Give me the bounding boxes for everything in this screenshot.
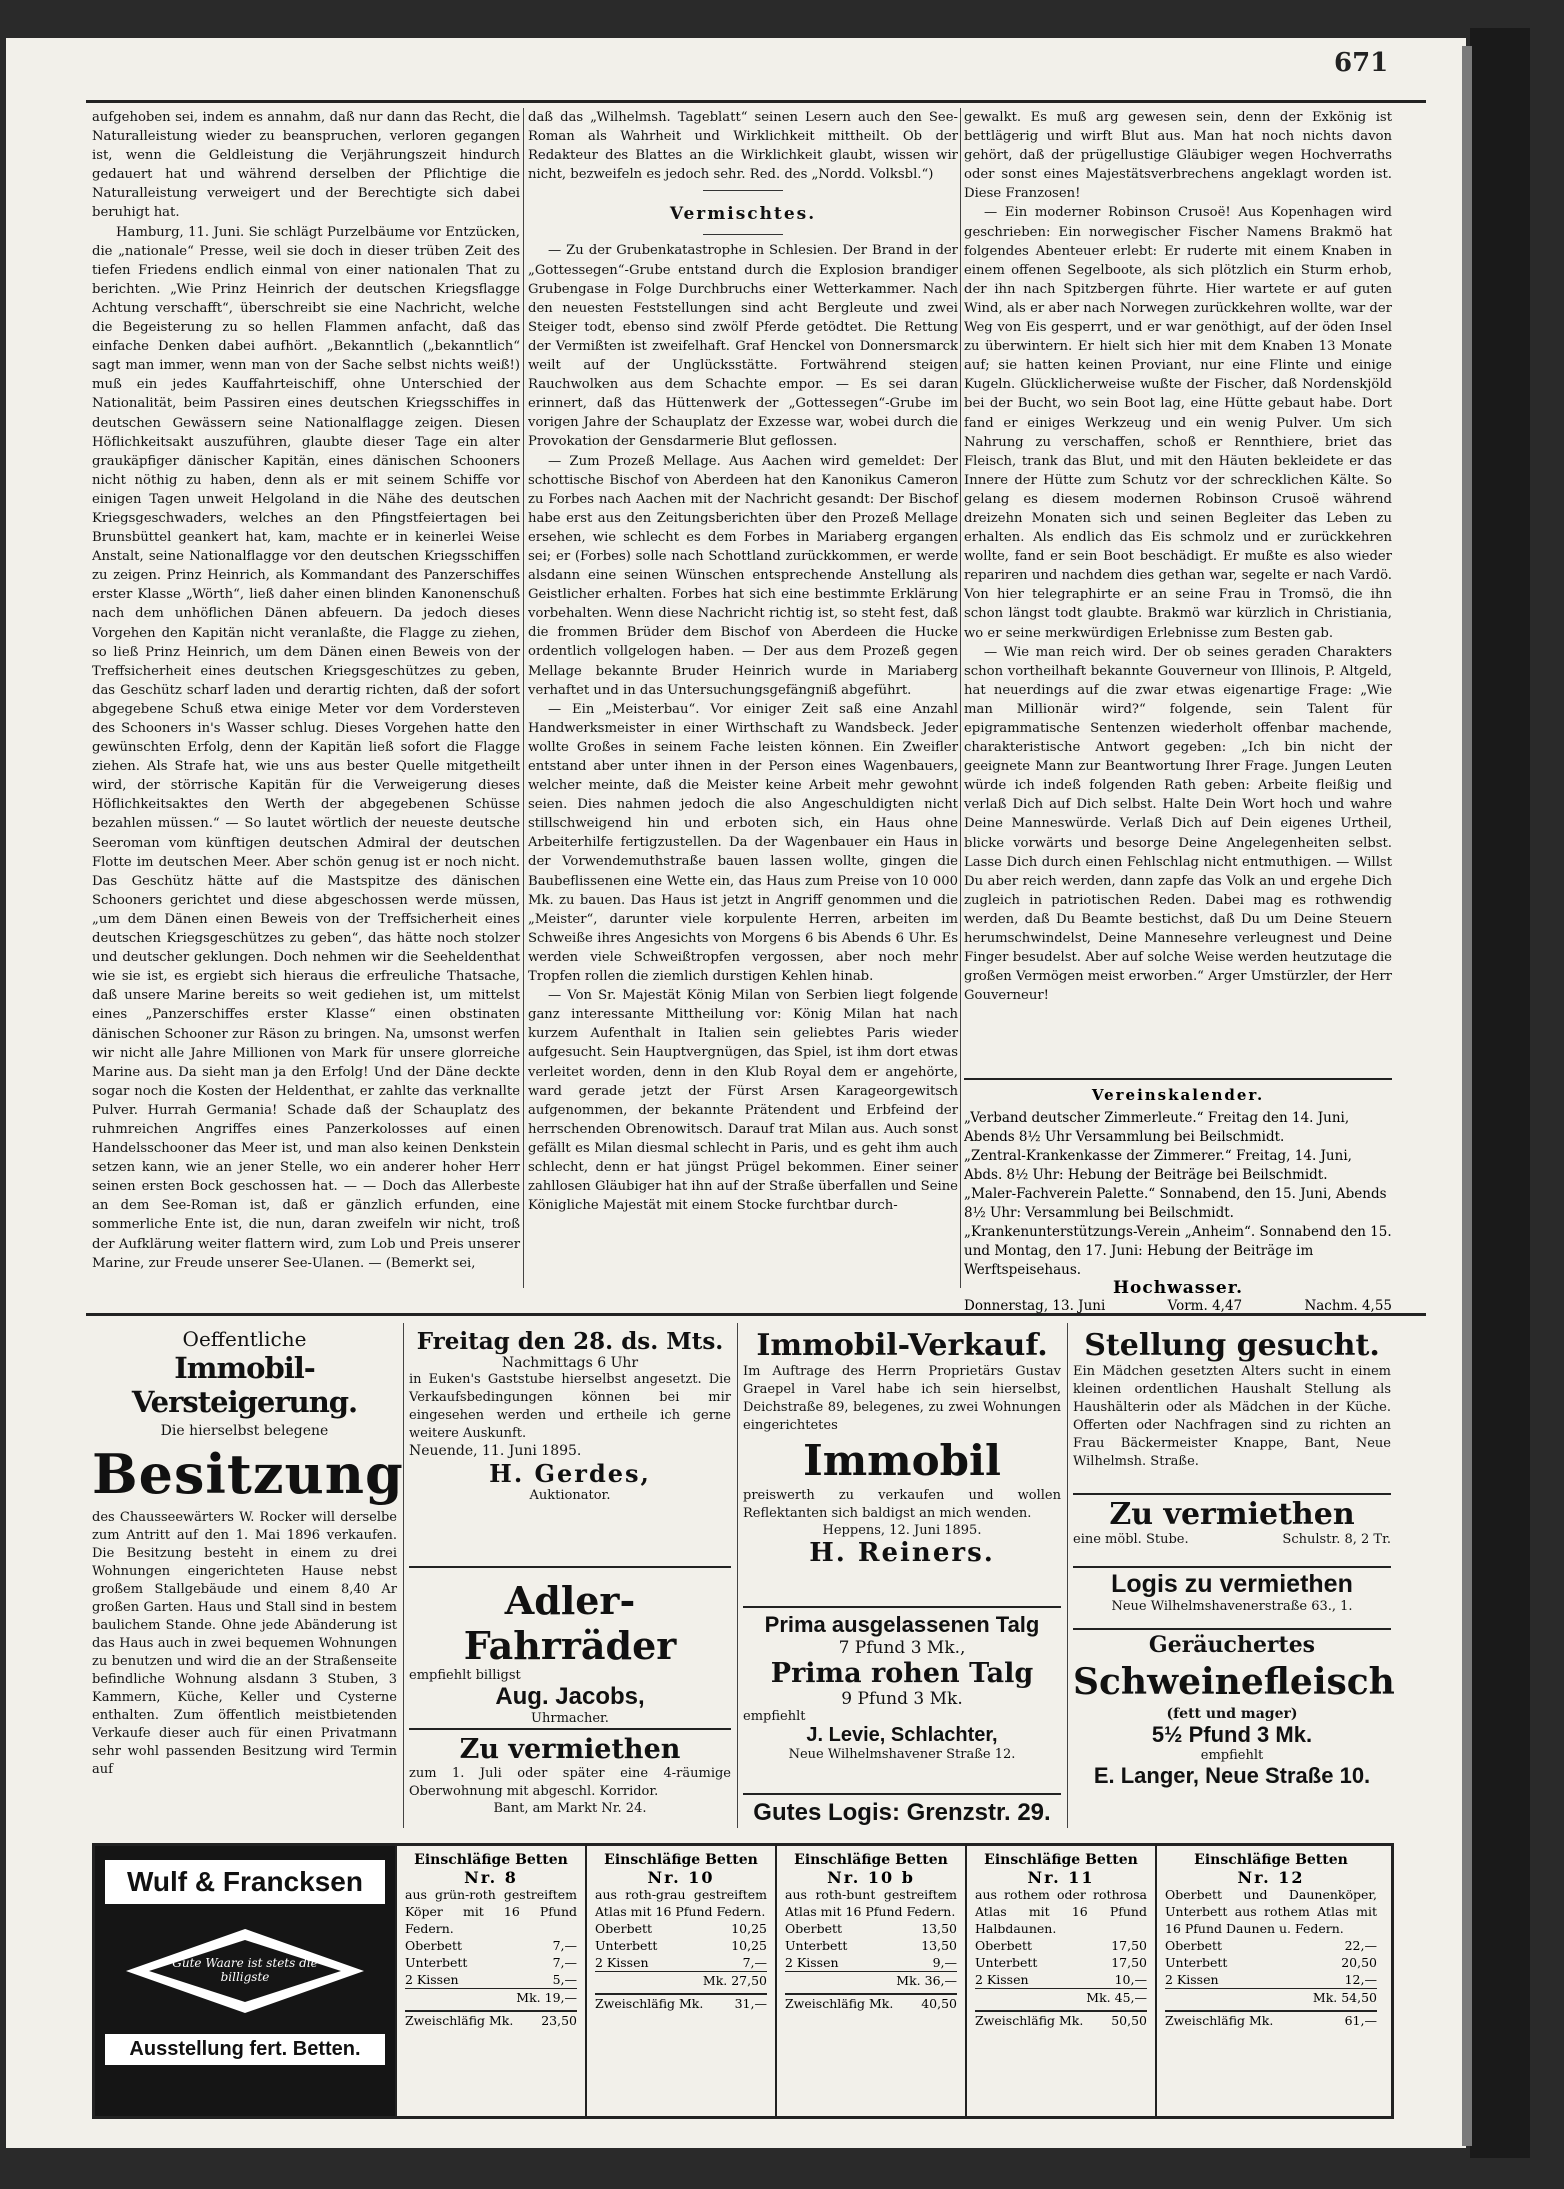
item-price: 13,50 [921,1938,957,1953]
double-label: Zweischläfig Mk. [405,2013,514,2028]
paragraph: daß das „Wilhelmsh. Tageblatt“ seinen Lesern auch den See-Roman als Wahrheit und Wirklichkeit mittheilt. Ob der Redakteur des Blattes an die Wirklichkeit glaubt, wissen wir nicht, bezweifeln es jedoch sehr. Red. des „Nordd. Volksbl.“) [528,110,958,183]
item-label: Unterbett [785,1938,848,1953]
column-rule [523,108,524,1288]
top-rule [86,100,1426,103]
article-column-3 [964,108,1392,1088]
offer-title: Einschläfige Betten [984,1852,1138,1868]
page-edge-shadow [1462,46,1472,2146]
item-label: 2 Kissen [1165,1972,1219,1987]
high-water-afternoon: Nachm. 4,55 [1304,1298,1392,1314]
ad-pretitle: Geräuchertes [1148,1632,1316,1658]
double-label: Zweischläfig Mk. [595,1996,704,2011]
ad-body: des Chausseewärters W. Rocker will derselbe zum Antritt auf den 1. Mai 1896 verkaufen. Die Besitzung besteht in einem zu drei Wohnungen eingerichteten Hause nebst großem Stallgebäude und einem 8,40 Ar großen Garten. Haus und Stall sind in bestem baulichem Stande. Ohne jede Abänderung ist das Haus auch in zwei bequemen Wohnungen zu benutzen und wird die an der Straßenseite befindliche Wohnung alsdann 3 Stuben, 3 Kammern, Küche, Keller und Cysterne enthalten. Zum öffentlich meistbietenden Verkaufe dieser auch für einen Privatmann sehr wohl passenden Besitzung wird Termin auf [92,1510,397,1777]
double-price: 40,50 [921,1996,957,2011]
ad-big-word: Besitzung [92,1442,404,1506]
bed-offer-nr-10 [585,1846,775,2116]
double-price: 31,— [734,1996,767,2011]
item-label: Oberbett [785,1921,843,1936]
calendar-item: „Verband deutscher Zimmerleute.“ Freitag den 14. Juni, Abends 8½ Uhr Versammlung bei Beilschmidt. [964,1110,1350,1145]
ad-subtitle: Die hierselbst belegene [160,1423,329,1439]
ad-title: Immobil-Verkauf. [756,1328,1048,1363]
item-label: Oberbett [595,1921,653,1936]
article-column-2 [528,108,958,1283]
ad-property-sale [743,1328,1061,1598]
separator [703,190,783,191]
offer-number: Nr. 10 b [827,1868,915,1887]
double-price: 23,50 [541,2013,577,2028]
item-price: 9,— [932,1955,957,1970]
double-label: Zweischläfig Mk. [975,2013,1084,2028]
ad-title: Zu vermiethen [1109,1497,1355,1532]
ad-signature: H. Gerdes, [489,1459,651,1488]
item-label: 2 Kissen [975,1972,1029,1987]
ad-title: Freitag den 28. ds. Mts. [416,1328,724,1355]
item-label: 2 Kissen [405,1972,459,1987]
offer-title: Einschläfige Betten [1194,1852,1348,1868]
page-number: 671 [1334,48,1389,78]
offer-title: Einschläfige Betten [604,1852,758,1868]
separator [703,234,783,235]
diamond-logo-icon [125,1926,365,2016]
ad-body: Im Auftrage des Herrn Proprietärs Gustav Graepel in Varel habe ich sein hierselbst, Deichstraße 89, belegenes, zu zwei Wohnungen eingerichtetes [743,1364,1061,1433]
item-label: Unterbett [1165,1955,1228,1970]
ad-body: preiswerth zu verkaufen und wollen Reflektanten sich baldigst an mich wenden. [743,1488,1061,1521]
ad-role: Auktionator. [529,1488,611,1503]
ad-address: Neue Wilhelmshavenerstraße 63., 1. [1111,1599,1353,1614]
ads-top-rule [86,1313,1426,1316]
ad-title: Immobil-Versteigerung. [131,1351,358,1419]
ad-beds-banner [92,1843,1394,2119]
ad-title: Stellung gesucht. [1084,1328,1380,1363]
ad-left: eine möbl. Stube. [1073,1532,1189,1547]
ad-price: 9 Pfund 3 Mk. [841,1689,963,1709]
item-price: 7,— [552,1938,577,1953]
item-price: 7,— [742,1955,767,1970]
bed-offer-nr-10b [775,1846,965,2116]
ad-body: in Euken's Gaststube hierselbst angesetzt. Die Verkaufsbedingungen können bei mir eingesehen werden und ertheile ich gerne weitere Auskunft. [409,1372,731,1441]
offer-number: Nr. 8 [464,1868,518,1887]
offer-number: Nr. 12 [1237,1868,1305,1887]
ad-title: Zu vermiethen [459,1734,681,1765]
article-column-1 [92,108,520,1283]
item-label: Oberbett [405,1938,463,1953]
ad-body: Ein Mädchen gesetzten Alters sucht in einem kleinen ordentlichen Haushalt Stellung als Haushälterin oder als Mädchen in der Küche. Offerten oder Nachfragen sind zu richten an Frau Bäckermeister Knappe, Bant, Neue Wilhelmsh. Straße. [1073,1364,1391,1469]
offer-desc: aus grün-roth gestreiftem Köper mit 16 Pfund Federn. [405,1887,577,1936]
item-price: 12,— [1344,1972,1377,1987]
newspaper-page [6,38,1466,2148]
ad-lodging [743,1793,1061,1833]
book-binding-edge [1470,28,1530,2158]
ad-price: 5½ Pfund 3 Mk. [1151,1722,1313,1747]
paragraph: — Wie man reich wird. Der ob seines geraden Charakters schon vortheilhaft bekannte Gouverneur von Illinois, P. Altgeld, hat neuerdings auf die zwar etwas eigenartige Frage: „Wie man Millionär wird?“ folgende, sein Talent für epigrammatische Sentenzen wiederholt offenbar machende, charakteristische Antwort gegeben: „Ich bin nicht der geeignete Mann zur Beantwortung Ihrer Frage. Jungen Leuten würde ich indeß folgenden Rath geben: Arbeite fleißig und verlaß Dich auf Dich selbst. Halte Dein Wort hoch und wahre Deine Manneswürde. Verlaß Dich auf Dein eigenes Urtheil, blicke vorwärts und besorge Deine Angelegenheiten selbst. Lasse Dich durch einen Fehlschlag nicht entmuthigen. — Willst Du aber reich werden, dann zapfe das Volk an und ergehe Dich zugleich in patriotischen Reden. Dabei mag es rothwendig werden, daß Du Beamte bestichst, daß Du um Deine Steuern herumschwindelst, Deine Mannesehre verleugnest und Deine Finger besudelst. Aber auf solche Weise werden heutzutage die großen Vermögen meist erworben.“ Arger Umstürzler, der Herr Gouverneur! [964,644,1392,1004]
ad-big-word: Immobil [803,1436,1001,1485]
ad-bicycles [409,1566,731,1726]
calendar-item: „Maler-Fachverein Palette.“ Sonnabend, den 15. Juni, Abends 8½ Uhr: Versammlung bei Beilschmidt. [964,1186,1387,1221]
ad-place-date: Neuende, 11. Juni 1895. [409,1443,582,1459]
ad-right: Schulstr. 8, 2 Tr. [1282,1532,1391,1547]
item-price: 10,— [1114,1972,1147,1987]
offer-total: Mk. 36,— [785,1971,957,1989]
offer-number: Nr. 10 [647,1868,715,1887]
high-water-table [964,1278,1392,1314]
ad-property-auction [92,1323,404,1828]
offer-desc: aus roth-grau gestreiftem Atlas mit 16 Pfund Federn. [595,1887,767,1919]
paragraph: aufgehoben sei, indem es annahm, daß nur dann das Recht, die Naturalleistung wieder zu beanspruchen, verloren gegangen ist, wenn die Geldleistung die Verjährungszeit hindurch gedauert hat und während derselben der Pflichtige die Naturalleistung verweigert und der Berechtigte sich dabei beruhigt hat. [92,110,520,221]
item-label: Oberbett [1165,1938,1223,1953]
item-price: 17,50 [1111,1938,1147,1953]
paragraph: — Zum Prozeß Mellage. Aus Aachen wird gemeldet: Der schottische Bischof von Aberdeen hat den Kanonikus Cameron zu Forbes nach Aachen mit der Nachricht gesandt: Der Bischof habe erst aus den Zeitungsberichten über den Prozeß Mellage ersehen, wie schlecht es dem Forbes in Mariaberg ergangen sei; er (Forbes) solle nach Schottland zurückkommen, er werde alsdann eine seinen Wünschen entsprechende Anstellung als Geistlicher erhalten. Forbes hat sich eine bestimmte Erklärung vorbehalten. Wenn diese Nachricht richtig ist, so steht fest, daß die frommen Brüder dem Bischof von Aberdeen die Hucke ordentlich vollgelogen haben. — Der aus dem Prozeß gegen Mellage bekannte Bruder Heinrich wurde in Mariaberg verhaftet und in das Untersuchungsgefängniß abgeführt. [528,453,958,698]
double-price: 61,— [1344,2013,1377,2028]
item-label: 2 Kissen [595,1955,649,1970]
bed-offer-nr-11 [965,1846,1155,2116]
item-price: 10,25 [731,1921,767,1936]
calendar-item: „Zentral-Krankenkasse der Zimmerer.“ Freitag, 14. Juni, Abds. 8½ Uhr: Hebung der Beiträge bei Beilschmidt. [964,1148,1352,1183]
paragraph: — Zu der Grubenkatastrophe in Schlesien. Der Brand in der „Gottessegen“-Grube entstand durch die Explosion brandiger Grubengase in Folge Durchbruchs einer Wetterkammer. Nach den neuesten Feststellungen sind acht Bergleute und zwei Steiger todt, ebenso sind zwölf Pferde getödtet. Die Rettung der Vermißten ist zweifelhaft. Graf Henckel von Donnersmarck weilt auf der Unglücksstätte. Fortwährend steigen Rauchwolken aus dem Schachte empor. — Es sei daran erinnert, daß das Hüttenwerk der „Gottessegen“-Grube im vorigen Jahre der Schauplatz der Exzesse war, wobei durch die Provokation der Gensdarmerie Blut geflossen. [528,243,958,450]
offer-number: Nr. 11 [1027,1868,1095,1887]
brand-name: Wulf & Francksen [105,1860,385,1904]
club-calendar [964,1078,1392,1280]
item-price: 5,— [552,1972,577,1987]
offer-total: Mk. 27,50 [595,1971,767,1989]
column-rule [960,108,961,1288]
item-label: 2 Kissen [785,1955,839,1970]
item-label: Unterbett [595,1938,658,1953]
ad-subtitle: empfiehlt [1200,1748,1264,1763]
ad-signature: H. Reiners. [809,1538,995,1568]
ad-title: Logis zu vermiethen [1111,1570,1353,1598]
ad-rule [403,1323,404,1828]
item-price: 22,— [1344,1938,1377,1953]
bed-offer-nr-12 [1155,1846,1385,2116]
ad-title: Adler-Fahrräder [463,1578,677,1668]
high-water-title: Hochwasser. [1112,1278,1244,1298]
item-label: Unterbett [405,1955,468,1970]
ad-subtitle: (fett und mager) [1166,1706,1298,1722]
ad-place-date: Heppens, 12. Juni 1895. [822,1523,982,1538]
ad-role: Uhrmacher. [531,1711,609,1726]
item-label: Oberbett [975,1938,1033,1953]
offer-desc: aus rothem oder rothrosa Atlas mit 16 Pfund Halbdaunen. [975,1887,1147,1936]
ad-address: Neue Wilhelmshavener Straße 12. [788,1747,1016,1762]
ad-pretitle: Oeffentliche [182,1327,307,1351]
ad-rule [737,1323,738,1828]
double-price: 50,50 [1111,2013,1147,2028]
offer-desc: Oberbett und Daunenköper, Unterbett aus rothem Atlas mit 16 Pfund Daunen u. Federn. [1165,1887,1377,1936]
ad-text: Gutes Logis: Grenzstr. 29. [753,1799,1051,1826]
paragraph: — Ein moderner Robinson Crusoë! Aus Kopenhagen wird geschrieben: Ein norwegischer Fischer Namens Brakmö hat folgendes Abenteuer erlebt: Er ruderte mit einem Knaben in einem offenen Segelboote, als sich plötzlich ein Sturm erhob, der ihn nach Spitzbergen führte. Hier wartete er auf guten Wind, als er aber nach Norwegen zurückkehren wollte, war der Weg von Eis gesperrt, und er war genöthigt, auf der öden Insel zu überwintern. Er hielt sich hier mit dem Knaben 13 Monate auf; sie hatten keinen Proviant, nur eine Flinte und einige Kugeln. Glücklicherweise wußte der Fischer, daß Nordenskjöld bei der Bucht, wo sein Boot lag, eine Hütte gebaut habe. Dort fand er einiges Werkzeug und ein wenig Pulver. Um sich Nahrung zu verschaffen, schoß er Rennthiere, briet das Fleisch, trank das Blut, und mit den Häuten bekleidete er das Innere der Hütte zum Schutz vor der schrecklichen Kälte. So gelang es diesem modernen Robinson Crusoë während dreizehn Monaten sich und seinen Begleiter das Leben zu erhalten. Als endlich das Eis schmolz und er zurückkehren wollte, fand er sein Boot beschädigt. Er mußte es also wieder repariren und nachdem dies gethan war, segelte er nach Vardö. Von hier telegraphirte er an seine Frau in Tromsö, die ihn schon längst todt glaubte. Brakmö war kürzlich in Christiania, wo er seine merkwürdigen Erlebnisse zum Besten gab. [964,205,1392,641]
ad-tallow [743,1606,1061,1788]
offer-total: Mk. 45,— [975,1988,1147,2006]
item-price: 10,25 [731,1938,767,1953]
paragraph: — Von Sr. Majestät König Milan von Serbien liegt folgende ganz interessante Mittheilung vor: König Milan hat nach kurzem Aufenthalt in Italien sein geliebtes Paris wieder aufgesucht. Sein Hauptvergnügen, das Spiel, ist ihm dort etwas verleitet worden, denn in den Klub Royal dem er angehörte, ward gerade jetzt der Fürst Arsen Karageorgewitsch aufgenommen, der bekannte Prätendent und Erbfeind der herrschenden Obrenowitsch. Darauf trat Milan aus. Auch sonst gefällt es Milan diesmal schlecht in Paris, und es geht ihm auch schlecht, denn er hat jüngst Prügel bekommen. Einer seiner zahllosen Gläubiger hat ihn auf der Straße überfallen und Seine Königliche Majestät mit einem Stocke furchtbar durch- [528,988,958,1214]
ad-big-word: Schweinefleisch [1073,1661,1395,1703]
brand-slogan: Gute Waare ist stets die billigste [172,1956,318,1984]
ad-line: Prima rohen Talg [770,1658,1034,1689]
offer-title: Einschläfige Betten [794,1852,948,1868]
item-price: 17,50 [1111,1955,1147,1970]
paragraph: — Ein „Meisterbau“. Vor einiger Zeit saß eine Anzahl Handwerksmeister in einer Wirthschaft zu Wandsbeck. Jeder wollte Großes in seinem Fache leisten können. Ein Zweifler entstand aber unter ihnen in der Person eines Wagenbauers, welcher meinte, daß die Meister keine Arbeit mehr gewohnt seien. Dies nahmen jedoch die also Angeschuldigten nicht stillschweigend hin und erboten sich, ein Haus ohne Arbeiterhilfe fertigzustellen. Da der Wagenbauer ein Haus in der Vorwendemuthstraße bauen lassen wollte, gingen die Baubeflissenen eine Wette ein, das Haus zum Preise von 10 000 Mk. zu bauen. Das Haus ist jetzt in Angriff genommen und die „Meister“, darunter viele korpulente Herren, arbeiten im Schweiße ihres Angesichts von Morgens 6 bis Abends 6 Uhr. Es werden viele Schweißtropfen vergossen, aber noch mehr Tropfen rollen die ziemlich durstigen Kehlen hinab. [528,701,958,985]
offer-total: Mk. 54,50 [1165,1988,1377,2006]
ad-place: Bant, am Markt Nr. 24. [493,1801,647,1816]
ad-line: Prima ausgelassenen Talg [764,1612,1040,1637]
club-calendar-title: Vereinskalender. [1091,1086,1265,1104]
high-water-day: Donnerstag, 13. Juni [964,1298,1106,1314]
double-label: Zweischläfig Mk. [785,1996,894,2011]
ad-name: E. Langer, Neue Straße 10. [1093,1763,1371,1788]
ad-rule [1067,1323,1068,1828]
ad-time: Nachmittags 6 Uhr [501,1355,639,1371]
ad-price: 7 Pfund 3 Mk., [838,1638,966,1658]
brand-logo-block [95,1846,395,2116]
brand-tagline: Ausstellung fert. Betten. [105,2034,385,2065]
ad-smoked-pork [1073,1628,1395,1833]
ad-body: zum 1. Juli oder später eine 4-räumige Oberwohnung mit abgeschl. Korridor. [409,1766,731,1799]
bed-offer-nr-8 [395,1846,585,2116]
ad-rent-lodging [1073,1566,1391,1626]
section-heading: Vermischtes. [669,204,817,225]
item-label: Unterbett [975,1955,1038,1970]
paragraph: gewalkt. Es muß arg gewesen sein, denn der Exkönig ist bettlägerig und wirft Blut aus. Man hat noch nichts davon gehört, daß der prügellustige Gläubiger wegen Hochverraths oder sonst eines Majestätsverbrechens angeklagt worden ist. Diese Franzosen! [964,110,1392,202]
paragraph: Hamburg, 11. Juni. Sie schlägt Purzelbäume vor Entzücken, die „nationale“ Presse, weil sie doch in dieser trüben Zeit des tiefen Friedens endlich einmal von einer nationalen That zu berichten. „Wie Prinz Heinrich der deutschen Kriegsflagge Achtung verschafft“, überschreibt sie eine Nachricht, welche die Begeisterung zu so hellen Flammen anfacht, daß das einfache Denken dabei aufhört. „Bekanntlich („bekanntlich“ sagt man immer, wenn man von der Sache selbst nichts weiß!) muß ein jedes Kauffahrteischiff, ohne Unterschied der Nationalität, beim Passiren eines deutschen Kriegsschiffes in deutschen Gewässern seine Nationalflagge zeigen. Diesen Höflichkeitsakt auszuführen, glaubte dieser Tage ein alter graukäpfiger dänischer Kapitän, eines dänischen Schooners nicht nöthig zu haben, denn als er mit seinem Schiffe vor einigen Tagen unweit Helgoland in die Nähe des deutschen Kriegsgeschwaders, welches an den Pfingstfeiertagen bei Brunsbüttel geankert hat, kam, machte er in keinerlei Weise Anstalt, seine Nationalflagge vor den deutschen Kriegsschiffen zu zeigen. Prinz Heinrich, als Kommandant des Panzerschiffes erster Klasse „Wörth“, ließ daher einen blinden Kanonenschuß nach dem unhöflichen Dänen abfeuern. Da jedoch dieses Vorgehen den Kapitän nicht veranlaßte, die Flagge zu ziehen, so ließ Prinz Heinrich, um dem Dänen einen Beweis von der Treffsicherheit eines deutschen Kriegsgeschützes zu geben, das Geschütz scharf laden und derartig richten, daß der sofort abgegebene Schuß etwa einige Meter vor dem Vordersteven des Schooners in's Wasser schlug. Dieses Vorgehen hatte den gewünschten Erfolg, denn der Kapitän ließ sofort die Flagge ziehen. Als Strafe hat, wie uns aus bester Quelle mitgetheilt wird, der störrische Kapitän für die Verweigerung dieses Höflichkeitsaktes den Werth der abgegebenen Schüsse bezahlen müssen.“ — So lautet wörtlich der neueste deutsche Seeroman vom künftigen deutschen Admiral der deutschen Flotte im deutschen Meer. Aber schön genug ist er noch nicht. Das Geschütz hätte auf die Mastspitze des dänischen Schooners gerichtet und diese abgeschossen werde müssen, „um dem Dänen einen Beweis von der Treffsicherheit eines deutschen Kriegsgeschützes zu geben“, das hätte noch stolzer und deutscher geklungen. Doch nehmen wir die Seeheldenthat wie sie ist, es ergiebt sich hieraus die erfreuliche Thatsache, daß unsere Marine bereits so weit gediehen ist, um mittelst eines „Panzerschiffes erster Klasse“ einen obstinaten dänischen Schooner zur Räson zu bringen. Na, umsonst werfen wir nicht alle Jahre Millionen von Mark für unsere glorreiche Marine aus. Da sieht man ja den Erfolg! Und der Däne deckte sogar noch die Kosten der Heldenthat, er zahlte das verknallte Pulver. Hurrah Germania! Schade daß der Schauplatz des ruhmreichen Angriffes eines Panzerkolosses auf einen Handelsschooner das Meer ist, und man also keinen Denkstein setzen kann, wie an jener Stelle, wo ein anderer hoher Herr seinen ersten Bock geschossen hat. — — Doch das Allerbeste an dem See-Roman ist, daß er gänzlich erfunden, eine sommerliche Ente ist, die nun, daran zweifeln wir nicht, troß der Aufklärung weiter flattern wird, zum Lob und Preis unserer Marine, zur Freude unserer See-Ulanen. — (Bemerkt sei, [92,224,520,1271]
calendar-item: „Krankenunterstützungs-Verein „Anheim“. Sonnabend den 15. und Montag, den 17. Juni: Hebung der Beiträge im Werftspeisehaus. [964,1224,1392,1278]
offer-total: Mk. 19,— [405,1988,577,2006]
double-label: Zweischläfig Mk. [1165,2013,1274,2028]
ad-name: Aug. Jacobs, [495,1683,645,1710]
ad-subtitle: empfiehlt [743,1709,806,1724]
ad-auction-date [409,1328,731,1550]
ad-rent-room [1073,1493,1391,1563]
offer-desc: aus roth-bunt gestreiftem Atlas mit 16 Pfund Federn. [785,1887,957,1919]
ad-position-wanted [1073,1328,1391,1488]
item-price: 13,50 [921,1921,957,1936]
offer-title: Einschläfige Betten [414,1852,568,1868]
high-water-morning: Vorm. 4,47 [1167,1298,1243,1314]
item-price: 7,— [552,1955,577,1970]
ad-rent-bant [409,1728,731,1830]
ad-subtitle: empfiehlt billigst [409,1668,521,1683]
item-price: 20,50 [1341,1955,1377,1970]
ad-name: J. Levie, Schlachter, [806,1724,998,1746]
